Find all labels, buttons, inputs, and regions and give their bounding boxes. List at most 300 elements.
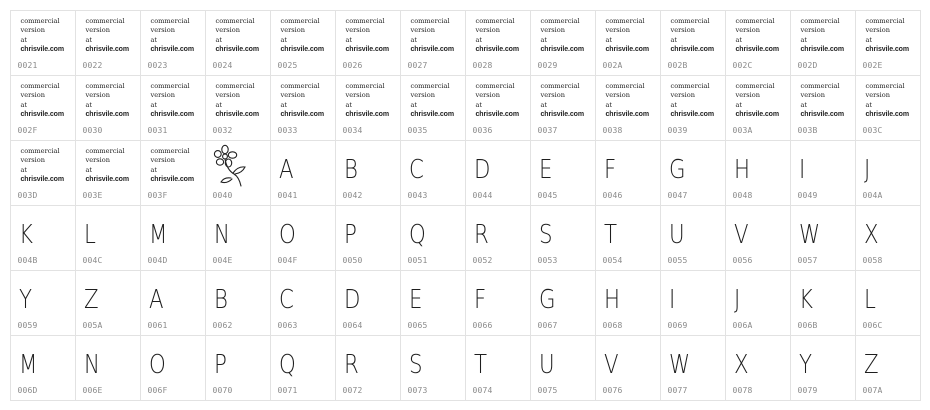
notice-line: at: [540, 100, 548, 109]
notice-line: commercial: [865, 16, 905, 25]
code-label: 0074: [472, 385, 493, 395]
notice-line: at: [865, 35, 873, 44]
notice-line: chrisvile.com: [20, 111, 64, 119]
notice-line: chrisvile.com: [670, 111, 714, 119]
code-label: 0057: [797, 255, 818, 265]
glyph-cell-0022: [75, 10, 141, 76]
commercial-notice: [866, 17, 909, 55]
notice-line: version: [215, 91, 240, 100]
notice-line: version: [280, 91, 305, 100]
code-label: 0035: [407, 125, 428, 135]
glyph-preview: O: [148, 349, 166, 380]
code-label: 0025: [277, 60, 298, 70]
glyph-cell-002E: [855, 10, 921, 76]
glyph-preview: U: [538, 349, 555, 380]
notice-line: commercial: [150, 16, 190, 25]
glyph-preview: P: [343, 219, 357, 250]
notice-line: version: [345, 26, 370, 35]
notice-line: at: [670, 35, 678, 44]
code-label: 0045: [537, 190, 558, 200]
notice-line: chrisvile.com: [800, 111, 844, 119]
glyph-cell-0037: [530, 75, 596, 141]
notice-line: at: [410, 100, 418, 109]
code-label: 0032: [212, 125, 233, 135]
glyph-cell-0038: [595, 75, 661, 141]
code-label: 0078: [732, 385, 753, 395]
notice-line: at: [540, 35, 548, 44]
notice-line: commercial: [735, 16, 775, 25]
notice-line: commercial: [800, 81, 840, 90]
notice-line: at: [735, 100, 743, 109]
code-label: 0067: [537, 320, 558, 330]
glyph-cell-0074: [465, 335, 531, 401]
code-label: 0026: [342, 60, 363, 70]
glyph-cell-0066: [465, 270, 531, 336]
notice-line: chrisvile.com: [475, 111, 519, 119]
notice-line: at: [475, 100, 483, 109]
code-label: 0033: [277, 125, 298, 135]
commercial-notice: [21, 82, 64, 120]
glyph-preview: Q: [408, 219, 426, 250]
notice-line: at: [150, 165, 158, 174]
code-label: 0040: [212, 190, 233, 200]
code-label: 003F: [147, 190, 168, 200]
glyph-cell-0079: [790, 335, 856, 401]
glyph-cell-002A: [595, 10, 661, 76]
glyph-preview: P: [213, 349, 227, 380]
notice-line: commercial: [20, 16, 60, 25]
glyph-preview: R: [473, 219, 489, 250]
notice-line: chrisvile.com: [670, 46, 714, 54]
glyph-preview: S: [538, 219, 553, 250]
glyph-preview: W: [668, 349, 690, 380]
glyph-preview: S: [408, 349, 423, 380]
notice-line: at: [150, 35, 158, 44]
code-label: 0029: [537, 60, 558, 70]
glyph-cell-0078: [725, 335, 791, 401]
glyph-cell-0026: [335, 10, 401, 76]
glyph-preview: C: [278, 284, 294, 315]
notice-line: chrisvile.com: [20, 176, 64, 184]
glyph-cell-0027: [400, 10, 466, 76]
code-label: 006D: [17, 385, 38, 395]
glyph-cell-0061: [140, 270, 206, 336]
code-label: 0061: [147, 320, 168, 330]
notice-line: chrisvile.com: [85, 46, 129, 54]
notice-line: commercial: [345, 81, 385, 90]
code-label: 0063: [277, 320, 298, 330]
notice-line: version: [20, 156, 45, 165]
glyph-preview: C: [408, 154, 424, 185]
notice-line: version: [475, 26, 500, 35]
glyph-cell-0047: [660, 140, 726, 206]
code-label: 0049: [797, 190, 818, 200]
code-label: 002A: [602, 60, 623, 70]
notice-line: commercial: [475, 81, 515, 90]
notice-line: commercial: [215, 16, 255, 25]
commercial-notice: [866, 82, 909, 120]
commercial-notice: [671, 17, 714, 55]
notice-line: commercial: [280, 81, 320, 90]
code-label: 0028: [472, 60, 493, 70]
glyph-preview: M: [18, 349, 37, 380]
notice-line: chrisvile.com: [865, 111, 909, 119]
code-label: 006B: [797, 320, 818, 330]
notice-line: chrisvile.com: [345, 46, 389, 54]
notice-line: commercial: [670, 16, 710, 25]
commercial-notice: [216, 82, 259, 120]
commercial-notice: [21, 147, 64, 185]
notice-line: version: [475, 91, 500, 100]
flower-icon: [212, 144, 248, 188]
code-label: 0031: [147, 125, 168, 135]
glyph-cell-006A: [725, 270, 791, 336]
glyph-cell-0062: [205, 270, 271, 336]
glyph-cell-0044: [465, 140, 531, 206]
code-label: 002F: [17, 125, 38, 135]
glyph-cell-0050: [335, 205, 401, 271]
code-label: 0051: [407, 255, 428, 265]
notice-line: version: [410, 26, 435, 35]
glyph-cell-004D: [140, 205, 206, 271]
commercial-notice: [86, 82, 129, 120]
glyph-preview: F: [473, 284, 486, 315]
glyph-cell-006F: [140, 335, 206, 401]
notice-line: version: [150, 91, 175, 100]
glyph-cell-0063: [270, 270, 336, 336]
code-label: 0046: [602, 190, 623, 200]
glyph-cell-0057: [790, 205, 856, 271]
glyph-preview: G: [668, 154, 686, 185]
notice-line: version: [735, 91, 760, 100]
notice-line: chrisvile.com: [410, 111, 454, 119]
commercial-notice: [476, 17, 519, 55]
code-label: 0023: [147, 60, 168, 70]
code-label: 0043: [407, 190, 428, 200]
notice-line: chrisvile.com: [345, 111, 389, 119]
glyph-preview: Q: [278, 349, 296, 380]
glyph-cell-0055: [660, 205, 726, 271]
notice-line: at: [20, 100, 28, 109]
notice-line: chrisvile.com: [410, 46, 454, 54]
code-label: 0065: [407, 320, 428, 330]
glyph-cell-0034: [335, 75, 401, 141]
notice-line: chrisvile.com: [865, 46, 909, 54]
code-label: 006F: [147, 385, 168, 395]
notice-line: version: [605, 26, 630, 35]
code-label: 0037: [537, 125, 558, 135]
glyph-cell-0040: [205, 140, 271, 206]
glyph-cell-0024: [205, 10, 271, 76]
commercial-notice: [541, 82, 584, 120]
notice-line: chrisvile.com: [85, 111, 129, 119]
glyph-cell-0052: [465, 205, 531, 271]
code-label: 0042: [342, 190, 363, 200]
notice-line: commercial: [410, 81, 450, 90]
code-label: 0050: [342, 255, 363, 265]
code-label: 003B: [797, 125, 818, 135]
glyph-preview: Z: [863, 349, 879, 380]
code-label: 0079: [797, 385, 818, 395]
notice-line: commercial: [800, 16, 840, 25]
notice-line: version: [540, 91, 565, 100]
code-label: 0069: [667, 320, 688, 330]
glyph-preview: B: [213, 284, 228, 315]
notice-line: at: [280, 35, 288, 44]
notice-line: version: [670, 26, 695, 35]
notice-line: commercial: [85, 146, 125, 155]
glyph-preview: X: [733, 349, 749, 380]
glyph-preview: Z: [83, 284, 99, 315]
glyph-cell-004B: [10, 205, 76, 271]
commercial-notice: [151, 17, 194, 55]
notice-line: commercial: [345, 16, 385, 25]
glyph-cell-0068: [595, 270, 661, 336]
notice-line: chrisvile.com: [215, 46, 259, 54]
glyph-cell-0025: [270, 10, 336, 76]
glyph-preview: N: [83, 349, 100, 380]
code-label: 0030: [82, 125, 103, 135]
notice-line: version: [20, 26, 45, 35]
glyph-cell-0023: [140, 10, 206, 76]
code-label: 003E: [82, 190, 103, 200]
notice-line: commercial: [735, 81, 775, 90]
notice-line: at: [345, 100, 353, 109]
notice-line: at: [410, 35, 418, 44]
notice-line: chrisvile.com: [150, 111, 194, 119]
code-label: 0024: [212, 60, 233, 70]
code-label: 0077: [667, 385, 688, 395]
glyph-preview: H: [603, 284, 620, 315]
notice-line: version: [85, 26, 110, 35]
glyph-cell-003C: [855, 75, 921, 141]
notice-line: chrisvile.com: [215, 111, 259, 119]
notice-line: version: [280, 26, 305, 35]
glyph-preview: K: [798, 284, 813, 315]
notice-line: commercial: [85, 16, 125, 25]
notice-line: chrisvile.com: [280, 46, 324, 54]
glyph-cell-0049: [790, 140, 856, 206]
glyph-preview: W: [798, 219, 820, 250]
glyph-preview: U: [668, 219, 685, 250]
glyph-cell-004F: [270, 205, 336, 271]
glyph-map-grid: [10, 10, 920, 400]
notice-line: at: [20, 165, 28, 174]
glyph-cell-002B: [660, 10, 726, 76]
notice-line: at: [800, 35, 808, 44]
glyph-cell-004C: [75, 205, 141, 271]
code-label: 0058: [862, 255, 883, 265]
code-label: 0066: [472, 320, 493, 330]
glyph-preview: L: [863, 284, 876, 315]
code-label: 0072: [342, 385, 363, 395]
notice-line: at: [605, 100, 613, 109]
code-label: 0034: [342, 125, 363, 135]
notice-line: at: [85, 100, 93, 109]
code-label: 006E: [82, 385, 103, 395]
glyph-cell-006D: [10, 335, 76, 401]
glyph-cell-003E: [75, 140, 141, 206]
glyph-cell-0064: [335, 270, 401, 336]
code-label: 0064: [342, 320, 363, 330]
notice-line: commercial: [215, 81, 255, 90]
code-label: 0038: [602, 125, 623, 135]
commercial-notice: [346, 17, 389, 55]
notice-line: at: [150, 100, 158, 109]
notice-line: version: [540, 26, 565, 35]
glyph-cell-0046: [595, 140, 661, 206]
notice-line: commercial: [540, 16, 580, 25]
glyph-preview: E: [408, 284, 422, 315]
code-label: 0047: [667, 190, 688, 200]
glyph-preview: A: [148, 284, 164, 315]
glyph-cell-0053: [530, 205, 596, 271]
code-label: 0044: [472, 190, 493, 200]
commercial-notice: [86, 147, 129, 185]
glyph-cell-0039: [660, 75, 726, 141]
code-label: 002D: [797, 60, 818, 70]
glyph-cell-002F: [10, 75, 76, 141]
code-label: 0056: [732, 255, 753, 265]
glyph-preview: T: [603, 219, 617, 250]
commercial-notice: [541, 17, 584, 55]
code-label: 0059: [17, 320, 38, 330]
code-label: 0055: [667, 255, 688, 265]
glyph-preview: F: [603, 154, 616, 185]
notice-line: at: [800, 100, 808, 109]
notice-line: chrisvile.com: [735, 46, 779, 54]
notice-line: at: [20, 35, 28, 44]
notice-line: commercial: [150, 81, 190, 90]
glyph-cell-0033: [270, 75, 336, 141]
glyph-cell-0035: [400, 75, 466, 141]
code-label: 007A: [862, 385, 883, 395]
notice-line: at: [735, 35, 743, 44]
commercial-notice: [411, 82, 454, 120]
notice-line: at: [85, 35, 93, 44]
glyph-cell-0058: [855, 205, 921, 271]
code-label: 0021: [17, 60, 38, 70]
notice-line: chrisvile.com: [735, 111, 779, 119]
notice-line: at: [670, 100, 678, 109]
glyph-cell-0056: [725, 205, 791, 271]
notice-line: at: [475, 35, 483, 44]
glyph-preview: M: [148, 219, 167, 250]
notice-line: version: [150, 26, 175, 35]
code-label: 0053: [537, 255, 558, 265]
notice-line: commercial: [85, 81, 125, 90]
notice-line: chrisvile.com: [475, 46, 519, 54]
glyph-cell-0075: [530, 335, 596, 401]
glyph-cell-006B: [790, 270, 856, 336]
notice-line: commercial: [670, 81, 710, 90]
notice-line: commercial: [540, 81, 580, 90]
commercial-notice: [476, 82, 519, 120]
code-label: 0048: [732, 190, 753, 200]
code-label: 002B: [667, 60, 688, 70]
code-label: 0075: [537, 385, 558, 395]
code-label: 0054: [602, 255, 623, 265]
glyph-preview: D: [343, 284, 360, 315]
glyph-preview: X: [863, 219, 879, 250]
glyph-cell-0045: [530, 140, 596, 206]
commercial-notice: [736, 82, 779, 120]
glyph-cell-0032: [205, 75, 271, 141]
glyph-cell-0021: [10, 10, 76, 76]
notice-line: at: [345, 35, 353, 44]
glyph-cell-0042: [335, 140, 401, 206]
glyph-cell-0048: [725, 140, 791, 206]
notice-line: version: [150, 156, 175, 165]
glyph-cell-003A: [725, 75, 791, 141]
notice-line: at: [605, 35, 613, 44]
commercial-notice: [346, 82, 389, 120]
notice-line: version: [20, 91, 45, 100]
notice-line: commercial: [20, 146, 60, 155]
glyph-preview: V: [603, 349, 619, 380]
glyph-cell-0076: [595, 335, 661, 401]
notice-line: chrisvile.com: [280, 111, 324, 119]
glyph-preview: A: [278, 154, 294, 185]
code-label: 003A: [732, 125, 753, 135]
glyph-preview: J: [863, 154, 870, 185]
notice-line: commercial: [475, 16, 515, 25]
notice-line: at: [865, 100, 873, 109]
code-label: 006A: [732, 320, 753, 330]
notice-line: version: [800, 26, 825, 35]
glyph-cell-006C: [855, 270, 921, 336]
glyph-cell-007A: [855, 335, 921, 401]
code-label: 004C: [82, 255, 103, 265]
glyph-preview: O: [278, 219, 296, 250]
code-label: 003C: [862, 125, 883, 135]
code-label: 0027: [407, 60, 428, 70]
notice-line: commercial: [280, 16, 320, 25]
glyph-preview: H: [733, 154, 750, 185]
notice-line: version: [85, 91, 110, 100]
code-label: 0071: [277, 385, 298, 395]
glyph-cell-0069: [660, 270, 726, 336]
glyph-cell-0051: [400, 205, 466, 271]
code-label: 0070: [212, 385, 233, 395]
glyph-preview: J: [733, 284, 740, 315]
code-label: 003D: [17, 190, 38, 200]
commercial-notice: [281, 17, 324, 55]
notice-line: chrisvile.com: [85, 176, 129, 184]
code-label: 0062: [212, 320, 233, 330]
glyph-preview: I: [798, 154, 805, 185]
glyph-cell-004E: [205, 205, 271, 271]
glyph-preview: D: [473, 154, 490, 185]
notice-line: version: [605, 91, 630, 100]
glyph-cell-0077: [660, 335, 726, 401]
notice-line: commercial: [865, 81, 905, 90]
commercial-notice: [281, 82, 324, 120]
notice-line: chrisvile.com: [605, 46, 649, 54]
code-label: 002E: [862, 60, 883, 70]
notice-line: version: [800, 91, 825, 100]
notice-line: version: [215, 26, 240, 35]
glyph-cell-0043: [400, 140, 466, 206]
code-label: 004A: [862, 190, 883, 200]
glyph-cell-006E: [75, 335, 141, 401]
notice-line: version: [865, 91, 890, 100]
glyph-cell-0029: [530, 10, 596, 76]
glyph-preview: Y: [798, 349, 812, 380]
glyph-cell-002D: [790, 10, 856, 76]
glyph-cell-003D: [10, 140, 76, 206]
glyph-preview: T: [473, 349, 487, 380]
